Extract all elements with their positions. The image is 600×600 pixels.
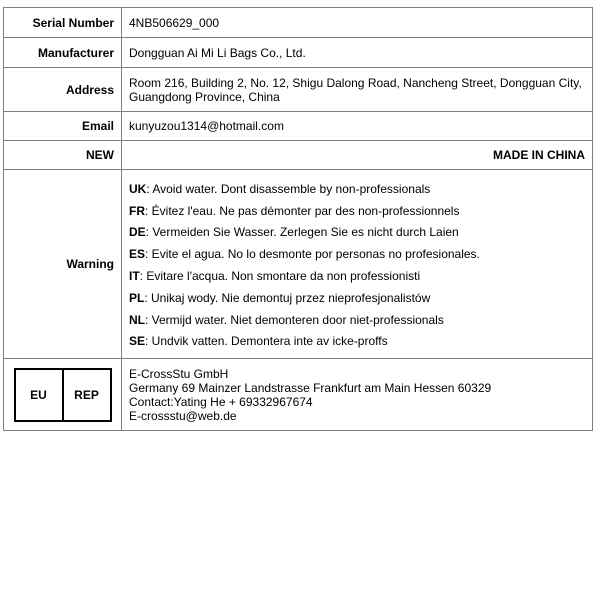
eu-rep-row xyxy=(4,359,593,431)
eu-rep-badge-rep: REP xyxy=(62,370,110,420)
email-row xyxy=(4,112,593,141)
eu-rep-address: Germany 69 Mainzer Landstrasse Frankfurt am Main Hessen 60329 xyxy=(129,380,492,395)
warning-line-nl xyxy=(129,310,585,332)
eu-rep-symbol xyxy=(14,368,112,422)
product-label-table xyxy=(3,7,593,431)
warning-text: : Evite el agua. No lo desmonte por personas no profesionales. xyxy=(145,247,480,262)
warning-code: IT xyxy=(129,269,140,283)
warning-code: PL xyxy=(129,290,145,305)
eu-rep-contact: Contact:Yating He + 69332967674 xyxy=(129,394,313,409)
warning-text-cell xyxy=(122,170,593,359)
manufacturer-value: Dongguan Ai Mi Li Bags Co., Ltd. xyxy=(122,38,593,68)
warning-line-it xyxy=(129,266,585,288)
warning-text: : Avoid water. Dont disassemble by non-professionals xyxy=(146,181,431,196)
address-value: Room 216, Building 2, No. 12, Shigu Dalong Road, Nancheng Street, Dongguan City, Guangdong Province, China xyxy=(122,68,593,112)
warning-line-fr xyxy=(129,201,585,223)
warning-line-de xyxy=(129,222,585,244)
warning-text: : Évitez l'eau. Ne pas démonter par des non-professionnels xyxy=(145,203,460,218)
warning-text: : Unikaj wody. Nie demontuj przez nieprofesjonalistów xyxy=(144,290,431,305)
warning-text: : Vermijd water. Niet demonteren door niet-professionals xyxy=(145,312,444,327)
email-value: kunyuzou1314@hotmail.com xyxy=(122,112,593,141)
warning-list xyxy=(129,175,585,353)
eu-rep-symbol-cell xyxy=(4,359,122,431)
new-row xyxy=(4,141,593,170)
warning-text: : Evitare l'acqua. Non smontare da non professionisti xyxy=(139,269,421,283)
warning-line-es xyxy=(129,244,585,266)
made-in-china-text: MADE IN CHINA xyxy=(122,141,593,170)
serial-number-value: 4NB506629_000 xyxy=(122,8,593,38)
warning-line-pl xyxy=(129,288,585,310)
warning-line-se xyxy=(129,331,585,353)
new-label: NEW xyxy=(4,141,122,170)
warning-line-uk xyxy=(129,179,585,201)
address-label: Address xyxy=(4,68,122,112)
warning-text: : Vermeiden Sie Wasser. Zerlegen Sie es nicht durch Laien xyxy=(145,225,459,240)
warning-code: SE xyxy=(129,334,146,349)
warning-row xyxy=(4,170,593,359)
serial-number-label: Serial Number xyxy=(4,8,122,38)
email-label: Email xyxy=(4,112,122,141)
warning-code: UK xyxy=(129,181,147,196)
warning-text: : Undvik vatten. Demontera inte av icke-proffs xyxy=(145,334,388,349)
eu-rep-email: E-crossstu@web.de xyxy=(129,408,237,423)
warning-code: NL xyxy=(129,312,145,327)
eu-rep-badge-eu: EU xyxy=(30,387,47,402)
manufacturer-row xyxy=(4,38,593,68)
eu-rep-details xyxy=(122,359,593,431)
serial-number-row xyxy=(4,8,593,38)
warning-code: ES xyxy=(129,247,146,262)
address-row xyxy=(4,68,593,112)
warning-code: DE xyxy=(129,225,146,240)
warning-label: Warning xyxy=(4,170,122,359)
manufacturer-label: Manufacturer xyxy=(4,38,122,68)
warning-code: FR xyxy=(129,203,145,218)
eu-rep-company: E-CrossStu GmbH xyxy=(129,366,229,381)
